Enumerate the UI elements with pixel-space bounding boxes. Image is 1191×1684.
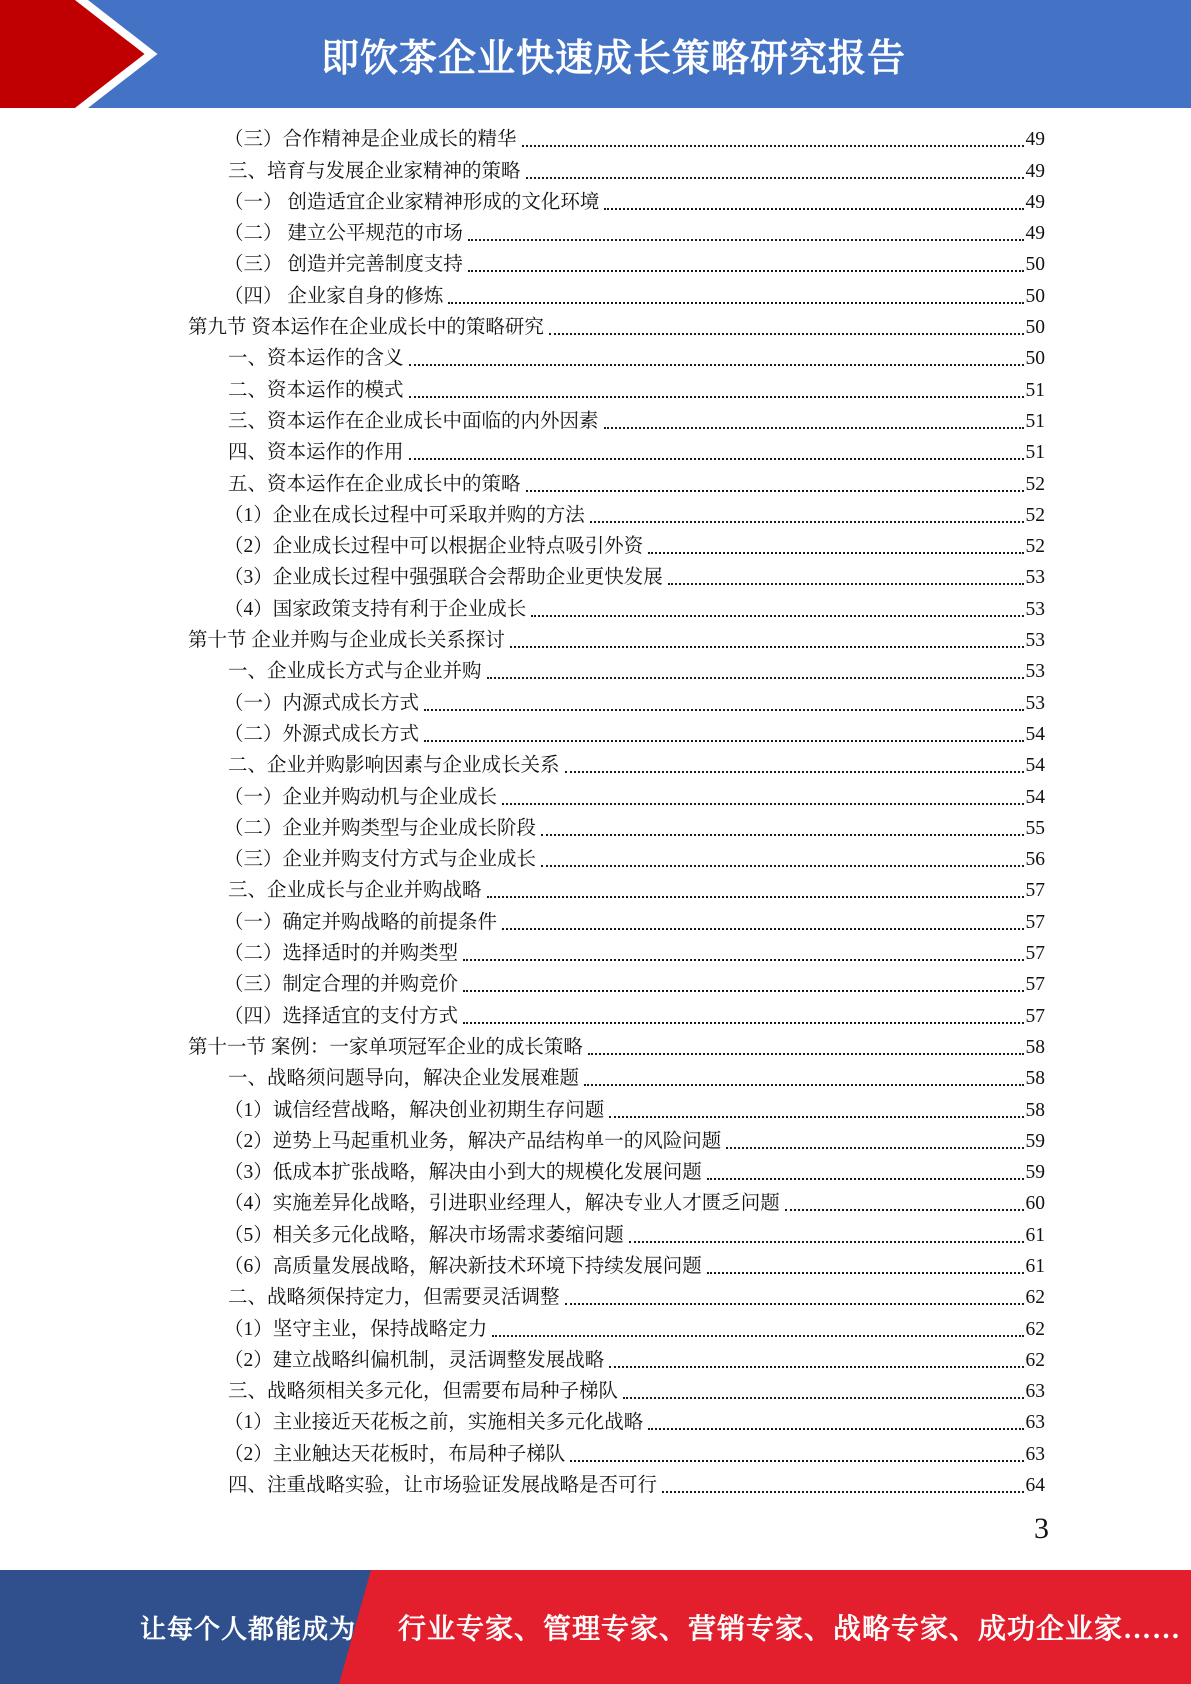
toc-entry-page-number: 55 (1025, 817, 1045, 839)
toc-entry-label: 第九节 资本运作在企业成长中的策略研究 (188, 317, 544, 339)
toc-dotted-leader (531, 615, 1023, 617)
toc-entry-page-number: 57 (1025, 974, 1045, 996)
toc-dotted-leader (502, 803, 1023, 805)
toc-entry-label: （1）坚守主业，保持战略定力 (224, 1318, 488, 1340)
toc-dotted-leader (409, 364, 1024, 366)
toc-dotted-leader (588, 1053, 1024, 1055)
report-title: 即饮茶企业快速成长策略研究报告 (320, 37, 906, 80)
toc-entry-page-number: 52 (1025, 473, 1045, 495)
toc-entry[interactable] (188, 1061, 1045, 1092)
toc-entry-label: （三）合作精神是企业成长的精华 (224, 129, 517, 151)
toc-entry[interactable] (188, 153, 1045, 184)
toc-entry[interactable] (188, 1092, 1045, 1123)
toc-dotted-leader (549, 333, 1024, 335)
toc-dotted-leader (604, 427, 1024, 429)
toc-entry-page-number: 63 (1025, 1443, 1045, 1465)
toc-entry-label: （二） 建立公平规范的市场 (224, 223, 463, 245)
toc-dotted-leader (623, 1397, 1023, 1399)
toc-entry-label: （一）企业并购动机与企业成长 (224, 786, 498, 808)
toc-dotted-leader (609, 1366, 1023, 1368)
toc-dotted-leader (648, 1428, 1023, 1430)
toc-entry[interactable] (188, 748, 1045, 779)
toc-dotted-leader (526, 177, 1024, 179)
footer-slogan-left: 让每个人都能成为 (140, 1614, 357, 1644)
toc-entry[interactable] (188, 1343, 1045, 1374)
toc-entry-label: （4）国家政策支持有利于企业成长 (224, 598, 527, 620)
toc-entry-label: （二）外源式成长方式 (224, 723, 420, 745)
toc-dotted-leader (785, 1209, 1024, 1211)
toc-entry[interactable] (188, 1374, 1045, 1405)
toc-entry-label: 四、注重战略实验，让市场验证发展战略是否可行 (228, 1475, 658, 1497)
toc-entry-page-number: 62 (1025, 1318, 1045, 1340)
toc-entry-label: 二、战略须保持定力，但需要灵活调整 (228, 1287, 560, 1309)
toc-entry[interactable] (188, 779, 1045, 810)
toc-entry-page-number: 63 (1025, 1381, 1045, 1403)
toc-entry[interactable] (188, 654, 1045, 685)
toc-entry-label: 一、战略须问题导向，解决企业发展难题 (228, 1068, 580, 1090)
toc-entry[interactable] (188, 1280, 1045, 1311)
toc-dotted-leader (468, 239, 1024, 241)
toc-entry-page-number: 53 (1025, 692, 1045, 714)
toc-entry-page-number: 53 (1025, 630, 1045, 652)
toc-entry[interactable] (188, 278, 1045, 309)
toc-dotted-leader (726, 1147, 1023, 1149)
toc-entry-label: （1）主业接近天花板之前，实施相关多元化战略 (224, 1412, 644, 1434)
toc-entry[interactable] (188, 1249, 1045, 1280)
toc-dotted-leader (502, 928, 1023, 930)
toc-entry-page-number: 49 (1025, 129, 1045, 151)
toc-entry[interactable] (188, 466, 1045, 497)
toc-entry-page-number: 53 (1025, 598, 1045, 620)
toc-dotted-leader (424, 740, 1023, 742)
toc-entry[interactable] (188, 216, 1045, 247)
toc-entry-label: 四、资本运作的作用 (228, 442, 404, 464)
toc-dotted-leader (629, 1241, 1024, 1243)
toc-dotted-leader (565, 771, 1024, 773)
toc-entry[interactable] (188, 842, 1045, 873)
toc-dotted-leader (522, 145, 1024, 147)
toc-entry-page-number: 57 (1025, 911, 1045, 933)
toc-entry-page-number: 58 (1025, 1036, 1045, 1058)
toc-entry-label: （3）企业成长过程中强强联合会帮助企业更快发展 (224, 567, 663, 589)
toc-entry-page-number: 51 (1025, 379, 1045, 401)
footer-banner (0, 1570, 1191, 1684)
toc-entry-label: 一、资本运作的含义 (228, 348, 404, 370)
toc-entry-page-number: 54 (1025, 755, 1045, 777)
toc-entry-page-number: 61 (1025, 1224, 1045, 1246)
toc-entry-page-number: 53 (1025, 567, 1045, 589)
toc-entry-label: （1）企业在成长过程中可采取并购的方法 (224, 504, 585, 526)
toc-entry-label: （2）主业触达天花板时，布局种子梯队 (224, 1443, 566, 1465)
toc-entry[interactable] (188, 1311, 1045, 1342)
toc-entry-label: （三）企业并购支付方式与企业成长 (224, 849, 537, 871)
toc-entry-page-number: 49 (1025, 223, 1045, 245)
toc-entry-label: 第十一节 案例：一家单项冠军企业的成长策略 (188, 1036, 583, 1058)
toc-entry[interactable] (188, 1468, 1045, 1499)
toc-entry-page-number: 58 (1025, 1068, 1045, 1090)
toc-entry-page-number: 49 (1025, 191, 1045, 213)
toc-entry[interactable] (188, 247, 1045, 278)
toc-entry[interactable] (188, 404, 1045, 435)
toc-entry[interactable] (188, 372, 1045, 403)
toc-entry[interactable] (188, 185, 1045, 216)
toc-entry-label: 三、企业成长与企业并购战略 (228, 880, 482, 902)
toc-entry-label: 三、战略须相关多元化，但需要布局种子梯队 (228, 1381, 619, 1403)
toc-dotted-leader (541, 865, 1023, 867)
toc-dotted-leader (424, 709, 1023, 711)
toc-dotted-leader (604, 208, 1023, 210)
toc-entry-page-number: 50 (1025, 254, 1045, 276)
toc-dotted-leader (492, 1335, 1023, 1337)
toc-dotted-leader (648, 552, 1023, 554)
toc-entry[interactable] (188, 717, 1045, 748)
table-of-contents (188, 122, 1045, 1499)
toc-entry-page-number: 51 (1025, 410, 1045, 432)
toc-dotted-leader (448, 302, 1023, 304)
toc-entry-page-number: 63 (1025, 1412, 1045, 1434)
toc-entry-label: 一、企业成长方式与企业并购 (228, 661, 482, 683)
toc-entry-label: （四） 企业家自身的修炼 (224, 285, 444, 307)
toc-entry[interactable] (188, 623, 1045, 654)
toc-entry-label: （2）建立战略纠偏机制，灵活调整发展战略 (224, 1349, 605, 1371)
toc-entry-page-number: 59 (1025, 1130, 1045, 1152)
toc-entry[interactable] (188, 341, 1045, 372)
toc-entry-page-number: 50 (1025, 317, 1045, 339)
toc-entry[interactable] (188, 811, 1045, 842)
toc-entry-page-number: 49 (1025, 160, 1045, 182)
toc-entry[interactable] (188, 1124, 1045, 1155)
toc-entry[interactable] (188, 1155, 1045, 1186)
footer-slogan-right: 行业专家、管理专家、营销专家、战略专家、成功企业家…… (398, 1614, 1182, 1645)
toc-entry-page-number: 52 (1025, 536, 1045, 558)
toc-entry-page-number: 62 (1025, 1287, 1045, 1309)
header-banner (0, 0, 1191, 108)
toc-dotted-leader (668, 583, 1024, 585)
toc-entry[interactable] (188, 1436, 1045, 1467)
toc-dotted-leader (463, 1022, 1023, 1024)
toc-dotted-leader (707, 1272, 1024, 1274)
toc-entry-page-number: 53 (1025, 661, 1045, 683)
toc-dotted-leader (609, 1116, 1023, 1118)
toc-entry-page-number: 51 (1025, 442, 1045, 464)
toc-entry[interactable] (188, 1217, 1045, 1248)
toc-entry-page-number: 54 (1025, 723, 1045, 745)
toc-dotted-leader (409, 396, 1024, 398)
toc-entry-label: 二、资本运作的模式 (228, 379, 404, 401)
toc-entry[interactable] (188, 1405, 1045, 1436)
toc-entry-label: （一）内源式成长方式 (224, 692, 420, 714)
toc-entry-page-number: 54 (1025, 786, 1045, 808)
toc-entry[interactable] (188, 529, 1045, 560)
toc-entry[interactable] (188, 936, 1045, 967)
toc-dotted-leader (409, 458, 1024, 460)
toc-entry-label: 第十节 企业并购与企业成长关系探讨 (188, 630, 505, 652)
toc-entry-label: （三） 创造并完善制度支持 (224, 254, 463, 276)
toc-entry-page-number: 64 (1025, 1475, 1045, 1497)
toc-entry-label: 三、培育与发展企业家精神的策略 (228, 160, 521, 182)
toc-entry[interactable] (188, 591, 1045, 622)
toc-entry[interactable] (188, 873, 1045, 904)
toc-entry[interactable] (188, 904, 1045, 935)
toc-dotted-leader (541, 834, 1023, 836)
toc-entry-label: （四）选择适宜的支付方式 (224, 1005, 459, 1027)
toc-entry-page-number: 57 (1025, 943, 1045, 965)
toc-entry[interactable] (188, 498, 1045, 529)
toc-entry-page-number: 61 (1025, 1255, 1045, 1277)
toc-entry-label: （3）低成本扩张战略，解决由小到大的规模化发展问题 (224, 1162, 702, 1184)
toc-entry-label: （一）确定并购战略的前提条件 (224, 911, 498, 933)
toc-entry-label: 二、企业并购影响因素与企业成长关系 (228, 755, 560, 777)
toc-entry-label: （二）选择适时的并购类型 (224, 943, 459, 965)
toc-dotted-leader (662, 1491, 1023, 1493)
toc-entry-label: （2）逆势上马起重机业务，解决产品结构单一的风险问题 (224, 1130, 722, 1152)
toc-dotted-leader (463, 990, 1023, 992)
toc-dotted-leader (707, 1178, 1024, 1180)
toc-dotted-leader (526, 490, 1024, 492)
toc-entry-label: （6）高质量发展战略，解决新技术环境下持续发展问题 (224, 1255, 702, 1277)
toc-entry-page-number: 56 (1025, 849, 1045, 871)
toc-dotted-leader (570, 1460, 1023, 1462)
toc-entry-page-number: 52 (1025, 504, 1045, 526)
toc-dotted-leader (463, 959, 1023, 961)
toc-entry-label: （三）制定合理的并购竞价 (224, 974, 459, 996)
toc-entry[interactable] (188, 1186, 1045, 1217)
toc-entry-page-number: 58 (1025, 1099, 1045, 1121)
toc-entry-page-number: 50 (1025, 348, 1045, 370)
toc-dotted-leader (487, 896, 1024, 898)
toc-entry-label: （一） 创造适宜企业家精神形成的文化环境 (224, 191, 600, 213)
toc-dotted-leader (584, 1084, 1023, 1086)
toc-entry-label: （5）相关多元化战略，解决市场需求萎缩问题 (224, 1224, 624, 1246)
toc-entry-page-number: 50 (1025, 285, 1045, 307)
toc-entry-label: （二）企业并购类型与企业成长阶段 (224, 817, 537, 839)
toc-dotted-leader (487, 677, 1024, 679)
toc-entry-label: （1）诚信经营战略，解决创业初期生存问题 (224, 1099, 605, 1121)
toc-entry-label: 五、资本运作在企业成长中的策略 (228, 473, 521, 495)
toc-entry-page-number: 57 (1025, 880, 1045, 902)
toc-dotted-leader (590, 521, 1024, 523)
toc-entry[interactable] (188, 1030, 1045, 1061)
toc-entry[interactable] (188, 998, 1045, 1029)
toc-entry-page-number: 60 (1025, 1193, 1045, 1215)
toc-entry[interactable] (188, 685, 1045, 716)
toc-entry[interactable] (188, 560, 1045, 591)
toc-entry-page-number: 62 (1025, 1349, 1045, 1371)
toc-entry-page-number: 59 (1025, 1162, 1045, 1184)
toc-entry[interactable] (188, 122, 1045, 153)
page-number: 3 (1034, 1512, 1049, 1545)
toc-entry-label: 三、资本运作在企业成长中面临的内外因素 (228, 410, 599, 432)
toc-dotted-leader (468, 270, 1024, 272)
toc-dotted-leader (565, 1303, 1024, 1305)
toc-entry[interactable] (188, 967, 1045, 998)
toc-entry-label: （2）企业成长过程中可以根据企业特点吸引外资 (224, 536, 644, 558)
toc-dotted-leader (510, 646, 1024, 648)
toc-entry[interactable] (188, 310, 1045, 341)
toc-entry[interactable] (188, 435, 1045, 466)
toc-entry-label: （4）实施差异化战略，引进职业经理人，解决专业人才匮乏问题 (224, 1193, 780, 1215)
toc-entry-page-number: 57 (1025, 1005, 1045, 1027)
